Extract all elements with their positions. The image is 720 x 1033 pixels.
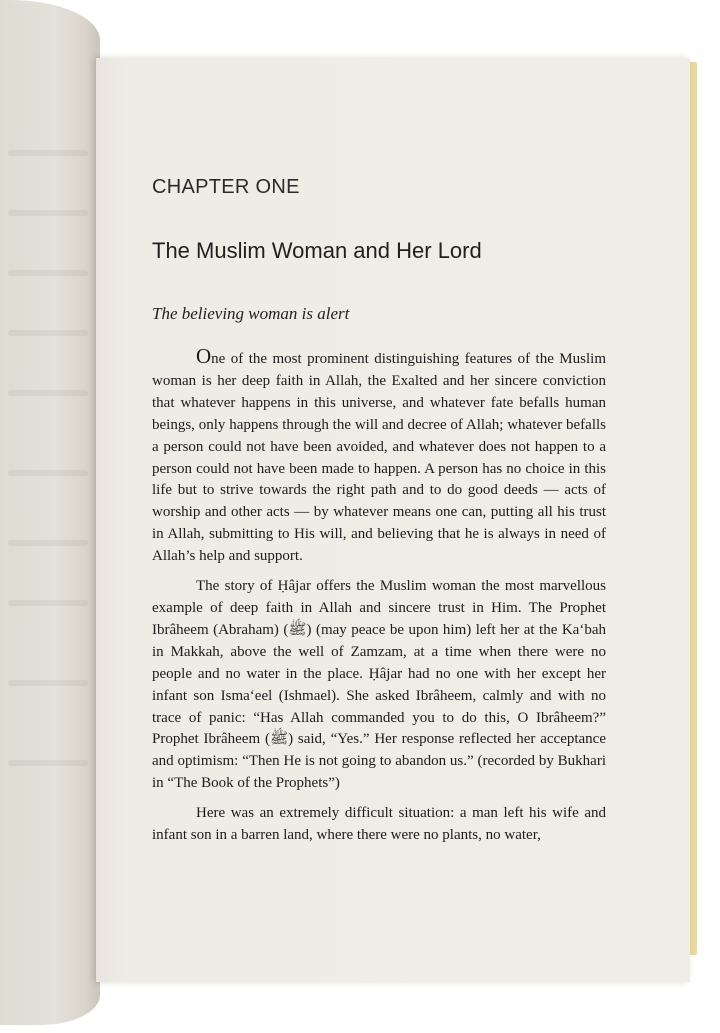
section-heading: The believing woman is alert: [152, 304, 350, 323]
facing-left-page: [0, 0, 100, 1025]
faint-show-through-line: [8, 330, 88, 336]
faint-show-through-line: [8, 760, 88, 766]
faint-show-through-line: [8, 680, 88, 686]
chapter-label: CHAPTER ONE: [152, 176, 300, 198]
paragraph-initial-letter: O: [196, 344, 212, 368]
faint-show-through-line: [8, 600, 88, 606]
faint-show-through-line: [8, 540, 88, 546]
paragraph-1: [152, 346, 606, 568]
faint-show-through-line: [8, 470, 88, 476]
paragraph-1-text: ne of the most prominent distinguishing features of the Muslim woman is her deep faith in Allah, the Exalted and her sincere conviction that whatever happens in this universe, and whatever fate befalls human beings, only happens through the will and decree of Allah; whatever befalls a person could not have been avoided, and whatever does not happen to a person could not have been made to happen. A person has no choice in this life but to strive towards the right path and to do good deeds — acts of worship and other acts — by whatever means one can, putting all his trust in Allah, submitting to His will, and believing that he is always in need of Allah’s help and support.: [152, 351, 606, 565]
paragraph-3: Here was an extremely difficult situation: a man left his wife and infant son in a barren land, where there were no plants, no water,: [152, 805, 606, 844]
chapter-title: The Muslim Woman and Her Lord: [152, 238, 482, 263]
faint-show-through-line: [8, 270, 88, 276]
book-page: [96, 58, 690, 982]
faint-show-through-line: [8, 210, 88, 216]
paragraph-2: The story of Ḥâjar offers the Muslim woman the most marvellous example of deep faith in Allah and sincere trust in Him. The Prophet Ibrâheem (Abraham) (ﷺ) (may peace be upon him) left her at the Ka‘bah in Makkah, above the well of Zamzam, at a time when there were no people and no water in the place. Ḥâjar had no one with her except her infant son Isma‘eel (Ishmael). She asked Ibrâheem, calmly and with no trace of panic: “Has Allah commanded you to do this, O Ibrâheem?” Prophet Ibrâheem (ﷺ) said, “Yes.” Her response reflected her acceptance and optimism: “Then He is not going to abandon us.” (recorded by Bukhari in “The Book of the Prophets”): [152, 578, 607, 792]
faint-show-through-line: [8, 150, 88, 156]
body-text: [152, 346, 606, 855]
faint-show-through-line: [8, 390, 88, 396]
